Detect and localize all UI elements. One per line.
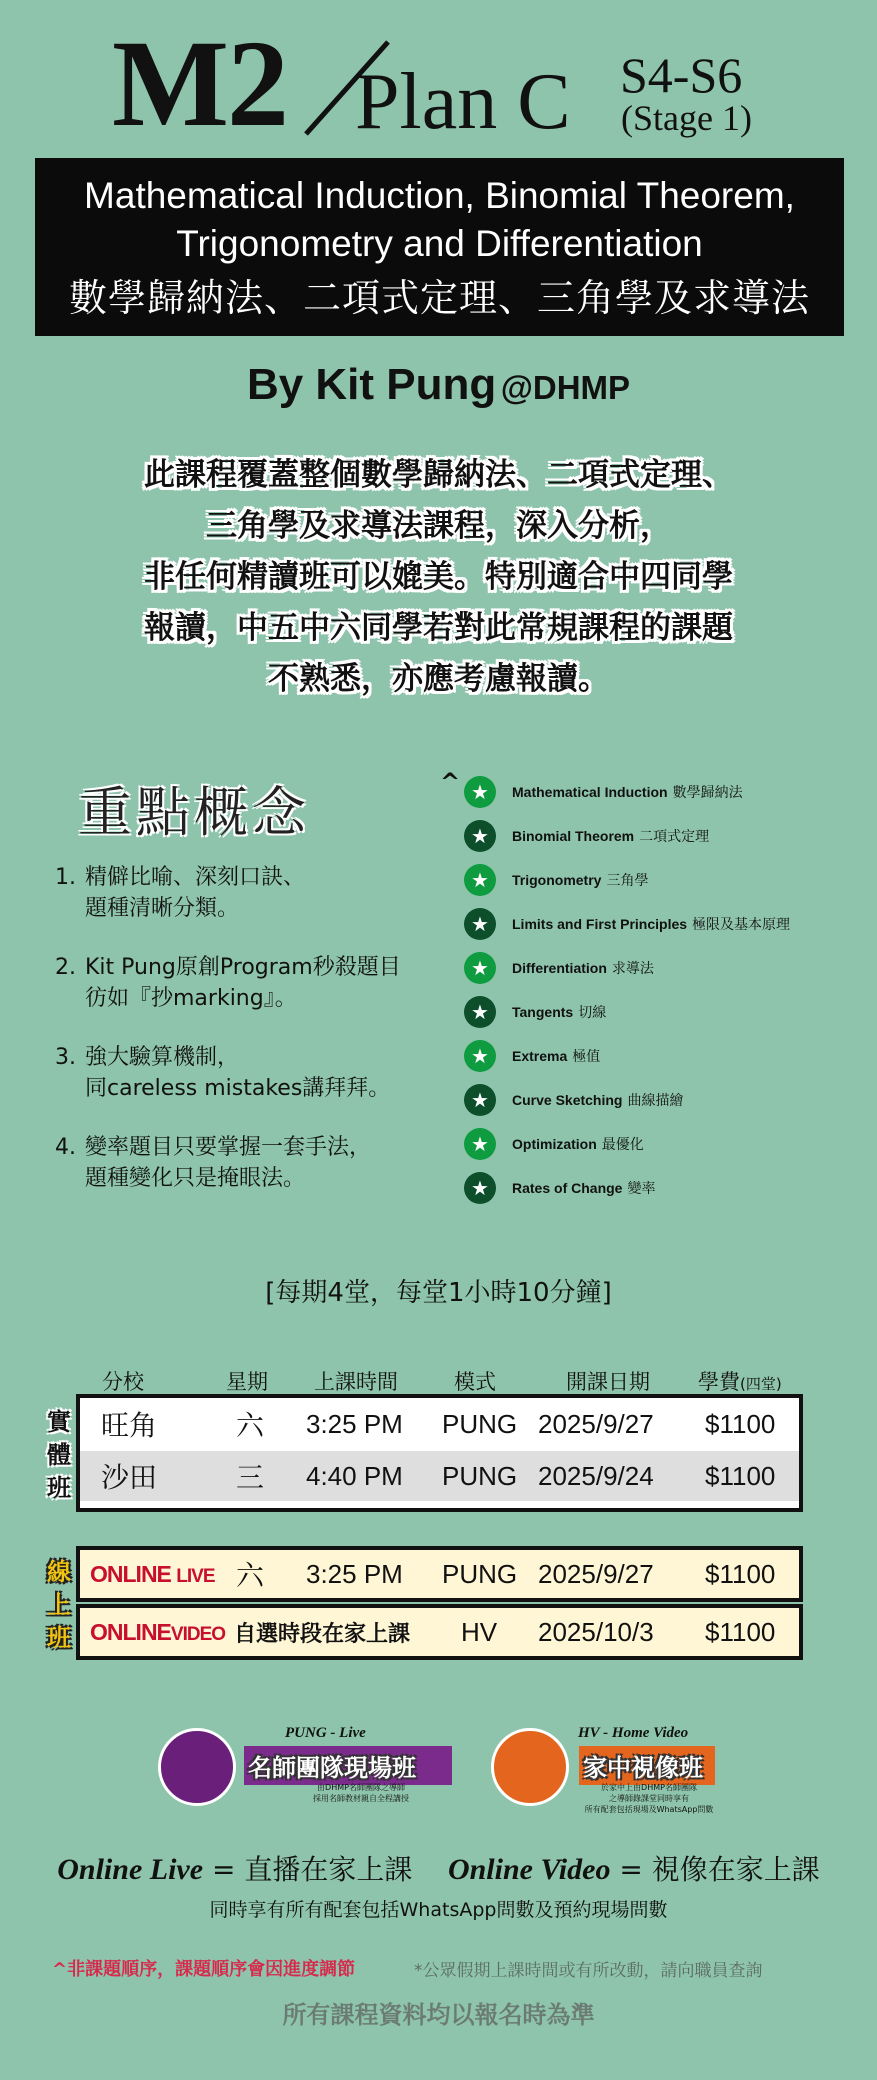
fee-cell: $1100: [705, 1408, 776, 1439]
intro-line: 三角學及求導法課程，深入分析，: [206, 508, 671, 544]
start-cell: 2025/9/27: [538, 1408, 654, 1439]
branch-cell: 旺角: [101, 1410, 158, 1441]
intro-line: 報讀，中五中六同學若對此常規課程的課題: [144, 610, 733, 646]
mode-cell: PUNG: [442, 1460, 518, 1491]
title-en-line2: Trigonometry and Differentiation: [176, 223, 703, 264]
self-paced-cell: 自選時段在家上課: [234, 1620, 411, 1646]
star-icon: ★: [464, 1128, 496, 1160]
header-branch: 分校: [102, 1370, 144, 1394]
fee-cell: $1100: [705, 1460, 776, 1491]
legend-video-eq: = 視像在家上課: [619, 1853, 820, 1886]
topic-zh: 切線: [578, 1005, 607, 1021]
topic-zh: 二項式定理: [639, 829, 710, 845]
star-icon: ★: [464, 776, 496, 808]
footer-note: 所有課程資料均以報名時為準: [282, 2001, 595, 2029]
online-live-label: [90, 1561, 215, 1588]
table-row: [80, 1550, 799, 1598]
topic-en: Binomial Theorem: [512, 828, 635, 844]
star-icon: ★: [464, 820, 496, 852]
topic-en: Trigonometry: [512, 872, 602, 888]
holiday-note: *公眾假期上課時間或有所改動，請向職員查詢: [414, 1961, 763, 1981]
author-name: By Kit Pung: [246, 360, 497, 409]
mode-desc: [286, 1782, 436, 1804]
topic-en: Mathematical Induction: [512, 784, 668, 800]
concept-text: 變率題目只要掌握一套手法，: [85, 1135, 372, 1160]
star-icon: ★: [464, 1084, 496, 1116]
author-line: [0, 360, 877, 410]
topic-en: Limits and First Principles: [512, 916, 688, 932]
topic-en: Extrema: [512, 1048, 568, 1064]
key-concepts-title: 重點概念: [78, 781, 310, 844]
topic-zh: 求導法: [611, 961, 654, 977]
topic-item: [464, 902, 874, 946]
star-icon: ★: [464, 1040, 496, 1072]
concept-text: 題種變化只是掩眼法。: [85, 1166, 306, 1191]
topic-zh: 曲線描繪: [627, 1093, 684, 1109]
fee-cell: $1100: [705, 1616, 776, 1647]
intro-line: 非任何精讀班可以媲美。特別適合中四同學: [144, 559, 733, 595]
concept-item: [55, 952, 435, 1014]
mode-badge: 名師團隊現場班: [244, 1746, 452, 1785]
mode-badge: 家中視像班: [579, 1746, 715, 1785]
start-cell: 2025/10/3: [538, 1616, 654, 1647]
topic-zh: 三角學: [606, 873, 649, 889]
header-fee-note: (四堂): [740, 1375, 782, 1393]
concept-number: 3.: [55, 1045, 76, 1070]
weekday-cell: 六: [236, 1410, 265, 1441]
physical-class-tag: 實體班: [47, 1408, 71, 1502]
mode-desc-line: 所有配套包括現場及WhatsApp問數: [584, 1805, 714, 1814]
table-row: [80, 1399, 799, 1449]
topic-order-note: ^非課題順序，課題順序會因進度調節: [52, 1959, 356, 1980]
legend-live-eq: = 直播在家上課: [211, 1853, 413, 1886]
mode-cell: PUNG: [442, 1408, 518, 1439]
mode-desc: [569, 1782, 729, 1815]
mode-title: HV - Home Video: [578, 1725, 689, 1741]
intro-line: 此課程覆蓋整個數學歸納法、二項式定理、: [144, 457, 733, 493]
topic-item: [464, 1078, 874, 1122]
weekday-cell: 三: [236, 1462, 265, 1493]
start-cell: 2025/9/24: [538, 1460, 654, 1491]
course-title-box: [35, 158, 844, 336]
table-row: [80, 1451, 799, 1501]
header-fee: [698, 1366, 782, 1396]
concept-text: 同careless mistakes講拜拜。: [85, 1076, 391, 1101]
concept-number: 1.: [55, 865, 76, 890]
online-label: ONLINE: [90, 1560, 171, 1587]
topic-item: [464, 990, 874, 1034]
table-row: [80, 1608, 799, 1656]
topic-en: Differentiation: [512, 960, 607, 976]
intro-paragraph: [0, 450, 877, 705]
online-label: ONLINE: [90, 1618, 171, 1645]
concept-number: 2.: [55, 955, 76, 980]
header-mode: 模式: [454, 1370, 496, 1394]
mode-desc-line: 之導師錄課堂同時享有: [609, 1794, 689, 1803]
topic-item: [464, 858, 874, 902]
plan-label: Plan C: [355, 58, 571, 146]
header-start: 開課日期: [566, 1370, 650, 1394]
header-fee-label: 學費: [698, 1370, 740, 1394]
mode-title: PUNG - Live: [285, 1725, 366, 1741]
concept-number: 4.: [55, 1135, 76, 1160]
mode-cell: HV: [461, 1616, 498, 1647]
fee-cell: $1100: [705, 1558, 776, 1589]
concept-item: [55, 1132, 435, 1194]
legend-note: 同時享有所有配套包括WhatsApp問數及預約現場問數: [209, 1899, 668, 1921]
topic-en: Tangents: [512, 1004, 574, 1020]
online-video-label: [90, 1619, 225, 1646]
intro-line: 不熟悉，亦應考慮報讀。: [268, 661, 609, 697]
star-icon: ★: [464, 1172, 496, 1204]
topics-list: [464, 770, 874, 1210]
concept-text: 彷如『抄marking』。: [85, 986, 297, 1011]
key-concepts-list: [55, 862, 435, 1222]
star-icon: ★: [464, 952, 496, 984]
title-zh: 數學歸納法、二項式定理、三角學及求導法: [68, 276, 810, 320]
topic-item: [464, 814, 874, 858]
branch-cell: 沙田: [101, 1462, 158, 1493]
header-weekday: 星期: [226, 1370, 268, 1394]
level-label: S4-S6: [620, 47, 743, 103]
topic-item: [464, 1166, 874, 1210]
time-cell: 3:25 PM: [306, 1558, 403, 1589]
online-sub: VIDEO: [170, 1623, 226, 1645]
video-icon: [491, 1728, 569, 1806]
stage-label: (Stage 1): [621, 98, 752, 138]
physical-class-table: [76, 1394, 803, 1512]
start-cell: 2025/9/27: [538, 1558, 654, 1589]
topic-item: [464, 1122, 874, 1166]
topic-item: [464, 1034, 874, 1078]
topic-item: [464, 946, 874, 990]
concept-text: Kit Pung原創Program秒殺題目: [85, 955, 401, 980]
time-cell: 4:40 PM: [306, 1460, 403, 1491]
online-video-row: [76, 1604, 803, 1660]
topic-zh: 極限及基本原理: [692, 917, 791, 933]
teacher-icon: [158, 1728, 236, 1806]
star-icon: ★: [464, 864, 496, 896]
time-cell: 3:25 PM: [306, 1408, 403, 1439]
topics-caret: ^: [440, 768, 461, 796]
schedule-note: [每期4堂，每堂1小時10分鐘]: [265, 1278, 612, 1308]
mode-legend: [0, 1848, 877, 1888]
legend-video-label: Online Video: [447, 1853, 611, 1886]
course-code: M2: [112, 15, 288, 152]
mode-desc-line: 採用名師教材親自全程講授: [313, 1794, 409, 1803]
topic-zh: 最優化: [601, 1137, 644, 1153]
mode-desc-line: 於家中上由DHMP名師團隊: [601, 1783, 697, 1792]
topic-item: [464, 770, 874, 814]
weekday-cell: 六: [236, 1560, 265, 1591]
topic-en: Curve Sketching: [512, 1092, 623, 1108]
concept-text: 強大驗算機制，: [85, 1045, 240, 1070]
concept-item: [55, 862, 435, 924]
online-class-tag: 線上班: [47, 1558, 71, 1652]
topic-zh: 數學歸納法: [672, 785, 743, 801]
concept-text: 題種清晰分類。: [85, 896, 240, 921]
header-time: 上課時間: [314, 1370, 398, 1394]
concept-text: 精僻比喻、深刻口訣、: [85, 865, 306, 890]
concept-item: [55, 1042, 435, 1104]
legend-live-label: Online Live: [57, 1853, 204, 1886]
topic-en: Optimization: [512, 1136, 597, 1152]
mode-cell: PUNG: [442, 1558, 518, 1589]
topic-en: Rates of Change: [512, 1180, 623, 1196]
topic-zh: 極值: [572, 1049, 601, 1065]
mode-desc-line: 由DHMP名師團隊之導師: [317, 1783, 405, 1792]
star-icon: ★: [464, 996, 496, 1028]
author-handle: @DHMP: [500, 369, 631, 406]
star-icon: ★: [464, 908, 496, 940]
title-en-line1: Mathematical Induction, Binomial Theorem,: [84, 175, 795, 216]
online-live-row: [76, 1546, 803, 1602]
topic-zh: 變率: [627, 1181, 656, 1197]
online-sub: LIVE: [176, 1565, 215, 1587]
